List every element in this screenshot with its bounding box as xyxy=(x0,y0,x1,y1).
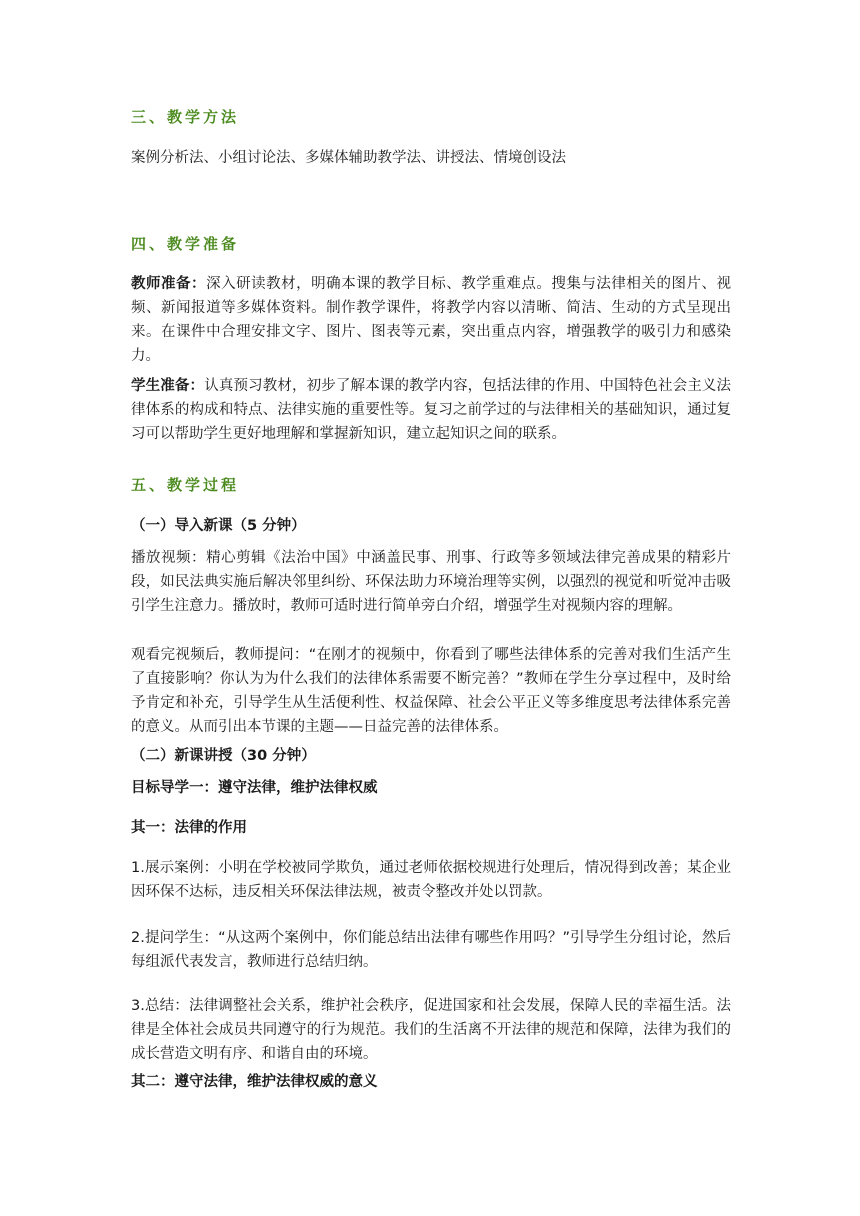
student-preparation-label: 学生准备： xyxy=(131,378,205,394)
teaching-methods-text: 案例分析法、小组讨论法、多媒体辅助教学法、讲授法、情境创设法 xyxy=(131,150,566,166)
teacher-preparation-text: 深入研读教材，明确本课的教学目标、教学重难点。搜集与法律相关的图片、视频、新闻报道等多媒体资料。制作教学课件，将教学内容以清晰、简洁、生动的方式呈现出来。在课件中合理安排文字、图片、图表等元素，突出重点内容，增强教学的吸引力和感染力。 xyxy=(131,276,732,364)
part2-title: （二）新课讲授（30 分钟） xyxy=(131,748,316,764)
section-heading-teaching-methods: 三、教学方法 xyxy=(131,108,240,126)
item1-paragraph-1: 1.展示案例：小明在学校被同学欺负，通过老师依据校规进行处理后，情况得到改善；某企业因环保不达标，违反相关环保法律法规，被责令整改并处以罚款。 xyxy=(131,860,731,900)
student-preparation-text: 认真预习教材，初步了解本课的教学内容，包括法律的作用、中国特色社会主义法律体系的构成和特点、法律实施的重要性等。复习之前学过的与法律相关的基础知识，通过复习可以帮助学生更好地理解和掌握新知识，建立起知识之间的联系。 xyxy=(131,378,731,442)
part1-paragraph-2: 观看完视频后，教师提问：“在刚才的视频中，你看到了哪些法律体系的完善对我们生活产生了直接影响？你认为为什么我们的法律体系需要不断完善？”教师在学生分享过程中，及时给予肯定和补充，引导学生从生活便利性、权益保障、社会公平正义等多维度思考法律体系完善的意义。从而引出本节课的主题——日益完善的法律体系。 xyxy=(131,647,731,735)
item1-paragraph-2: 2.提问学生：“从这两个案例中，你们能总结出法律有哪些作用吗？”引导学生分组讨论，然后每组派代表发言，教师进行总结归纳。 xyxy=(131,930,731,970)
item1-paragraph-3: 3.总结：法律调整社会关系，维护社会秩序，促进国家和社会发展，保障人民的幸福生活。法律是全体社会成员共同遵守的行为规范。我们的生活离不开法律的规范和保障，法律为我们的成长营造文明有序、和谐自由的环境。 xyxy=(131,998,731,1062)
section-heading-teaching-process: 五、教学过程 xyxy=(131,476,240,494)
item2-title: 其二：遵守法律，维护法律权威的意义 xyxy=(131,1074,378,1090)
part1-title: （一）导入新课（5 分钟） xyxy=(131,518,306,534)
student-preparation-paragraph xyxy=(131,374,731,446)
item1-title: 其一：法律的作用 xyxy=(131,820,247,836)
section-heading-teaching-preparation: 四、教学准备 xyxy=(131,235,240,253)
teacher-preparation-paragraph xyxy=(131,272,731,368)
part1-paragraph-1: 播放视频：精心剪辑《法治中国》中涵盖民事、刑事、行政等多领域法律完善成果的精彩片段，如民法典实施后解决邻里纠纷、环保法助力环境治理等实例，以强烈的视觉和听觉冲击吸引学生注意力。播放时，教师可适时进行简单旁白介绍，增强学生对视频内容的理解。 xyxy=(131,550,731,614)
teacher-preparation-label: 教师准备： xyxy=(131,276,207,292)
goal-guide-1: 目标导学一：遵守法律，维护法律权威 xyxy=(131,780,378,796)
